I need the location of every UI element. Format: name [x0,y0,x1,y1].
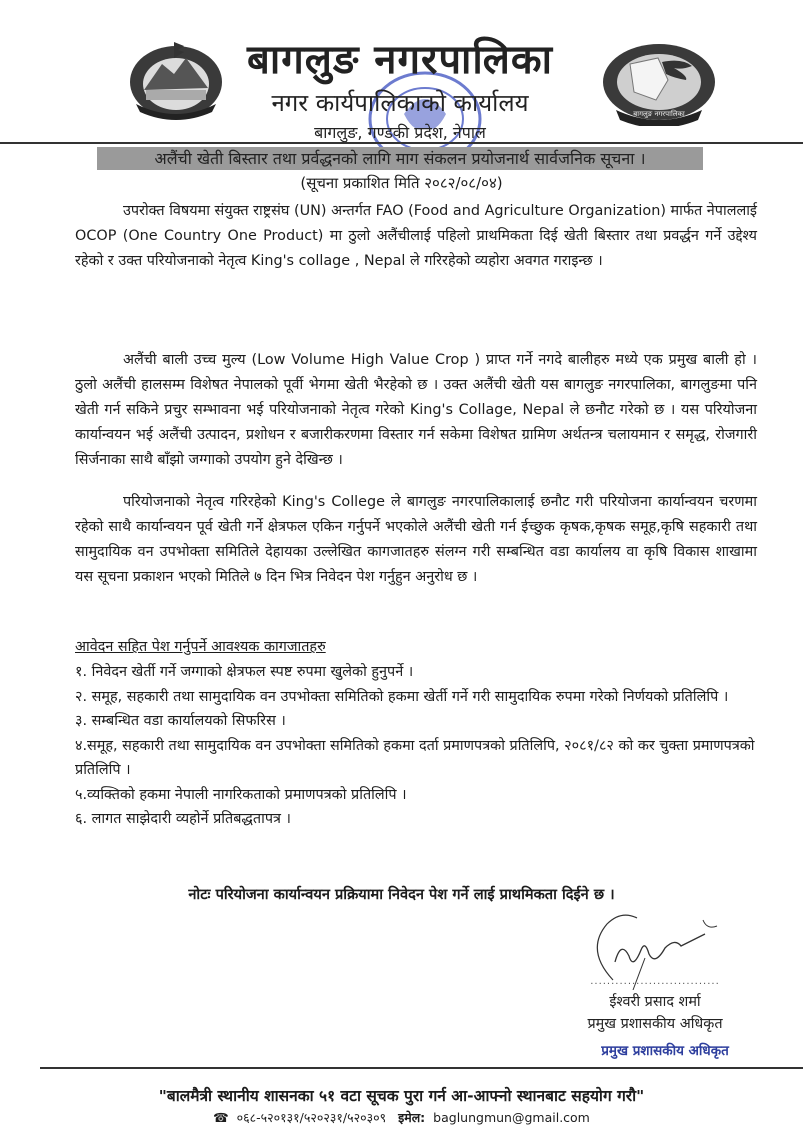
document-item: ४.समूह, सहकारी तथा सामुदायिक वन उपभोक्ता समितिको हकमा दर्ता प्रमाणपत्रको प्रतिलिपि, २०८१/८२ को कर चुक्ता प्रमाणपत्रको प्रतिलिपि । [75,737,755,778]
note-text: नोटः परियोजना कार्यान्वयन प्रक्रियामा निवेदन पेश गर्ने लाई प्राथमिकता दिईने छ । [188,886,615,903]
paragraph-2-text: अलैंची बाली उच्च मुल्य (Low Volume High Value Crop ) प्राप्त गर्ने नगदे बालीहरु मध्ये एक प्रमुख बाली हो । ठुलो अलैंची हालसम्म विशेषत नेपालको पूर्वी भेगमा खेती भैरहेको छ । उक्त अलैंची खेती यस बागलुङ नगरपालिका, बागलुङमा पनि खेती गर्न सकिने प्रचुर सम्भावना भई परियोजनाको नेतृत्व गरेको King's Collage, Nepal ले छनौट गरेको छ । यस परियोजना कार्यान्वयन भई अलैंची उत्पादन, प्रशोधन र बजारीकरणमा विस्तार गर्न सकेमा विशेषत ग्रामिण अर्थतन्त्र चलायमान र समृद्ध, रोजगारी सिर्जनाका साथै बाँझो जग्गाको उपयोग हुने देखिन्छ । [75,352,757,468]
documents-heading: आवेदन सहित पेश गर्नुपर्ने आवश्यक कागजातहरु [75,639,326,655]
paragraph-3-text: परियोजनाको नेतृत्व गरिरहेको King's College ले बागलुङ नगरपालिकालाई छनौट गरी परियोजना कार्यान्वयन चरणमा रहेको साथै कार्यान्वयन पूर्व खेती गर्ने क्षेत्रफल एकिन गर्नुपर्ने भएकोले अलैंची खेती गर्न ईच्छुक कृषक,कृषक समूह,कृषि सहकारी तथा सामुदायिक वन उपभोक्ता समितिले देहायका उल्लेखित कागजातहरु संलग्न गरी सम्बन्धित वडा कार्यालय वा कृषि विकास शाखामा यस सूचना प्रकाशन भएको मितिले ७ दिन भित्र निवेदन पेश गर्नुहुन अनुरोध छ । [75,494,757,585]
footer-divider [40,1067,803,1069]
right-logo-text: बागलुङ नगरपालिका [633,110,685,118]
signatory-name: ईश्वरी प्रसाद शर्मा [609,994,701,1010]
body-paragraph-1 [75,199,757,274]
published-date: (सूचना प्रकाशित मिति २०८२/०८/०४) [300,174,503,192]
document-item: १. निवेदन खेर्ती गर्ने जग्गाको क्षेत्रफल स्पष्ट रुपमा खुलेको हुनुपर्ने । [75,664,414,680]
email-address[interactable]: baglungmun@gmail.com [433,1110,590,1125]
paragraph-1-text: उपरोक्त विषयमा संयुक्त राष्ट्रसंघ (UN) अन्तर्गत FAO (Food and Agriculture Organization) मार्फत नेपाललाई OCOP (One Country One Product) मा ठुलो अलैंचीलाई पहिलो प्राथमिकता दिई खेती बिस्तार तथा प्रवर्द्धन गर्ने उद्देश्य रहेको र उक्त परियोजनाको नेतृत्व King's collage , Nepal ले गरिरहेको व्यहोरा अवगत गराइन्छ । [75,203,757,269]
document-item: ५.व्यक्तिको हकमा नेपाली नागरिकताको प्रमाणपत्रको प्रतिलिपि । [75,786,407,803]
document-item: ६. लागत साझेदारी व्यहोर्ने प्रतिबद्धतापत्र । [75,811,291,827]
phone-numbers: ०६८-५२०१३१/५२०२३१/५२०३०९ [236,1110,387,1125]
body-paragraph-2 [75,348,757,473]
footer-contact [0,1109,803,1126]
municipality-name: बागलुङ नगरपालिका [247,37,553,83]
office-address: बागलुङ, गण्डकी प्रदेश, नेपाल [314,123,486,142]
header-divider [0,142,803,144]
baglung-municipality-emblem-logo [596,40,722,126]
notice-title: अलैंची खेती बिस्तार तथा प्रर्वद्धनको लागि माग संकलन प्रयोजनार्थ सार्वजनिक सूचना । [97,147,703,170]
designation-stamp: प्रमुख प्रशासकीय अधिकृत [601,1043,729,1059]
documents-list [75,660,757,832]
signature-line: ............................... [590,976,720,987]
document-item: ३. सम्बन्धित वडा कार्यालयको सिफरिस । [75,713,286,729]
body-paragraph-3 [75,490,757,590]
office-name: नगर कार्यपालिकाको कार्यालय [271,89,529,117]
signatory-designation: प्रमुख प्रशासकीय अधिकृत [587,1016,723,1032]
telephone-icon: ☎ [213,1110,229,1125]
footer-slogan: "बालमैत्री स्थानीय शासनका ५१ वटा सूचक पुरा गर्न आ-आफ्नो स्थानबाट सहयोग गरौ" [158,1087,645,1105]
email-label: इमेल: [398,1110,426,1125]
document-item: २. समूह, सहकारी तथा सामुदायिक वन उपभोक्ता समितिको हकमा खेर्ती गर्ने गरी सामुदायिक रुपमा गरेको निर्णयको प्रतिलिपि । [75,688,729,705]
